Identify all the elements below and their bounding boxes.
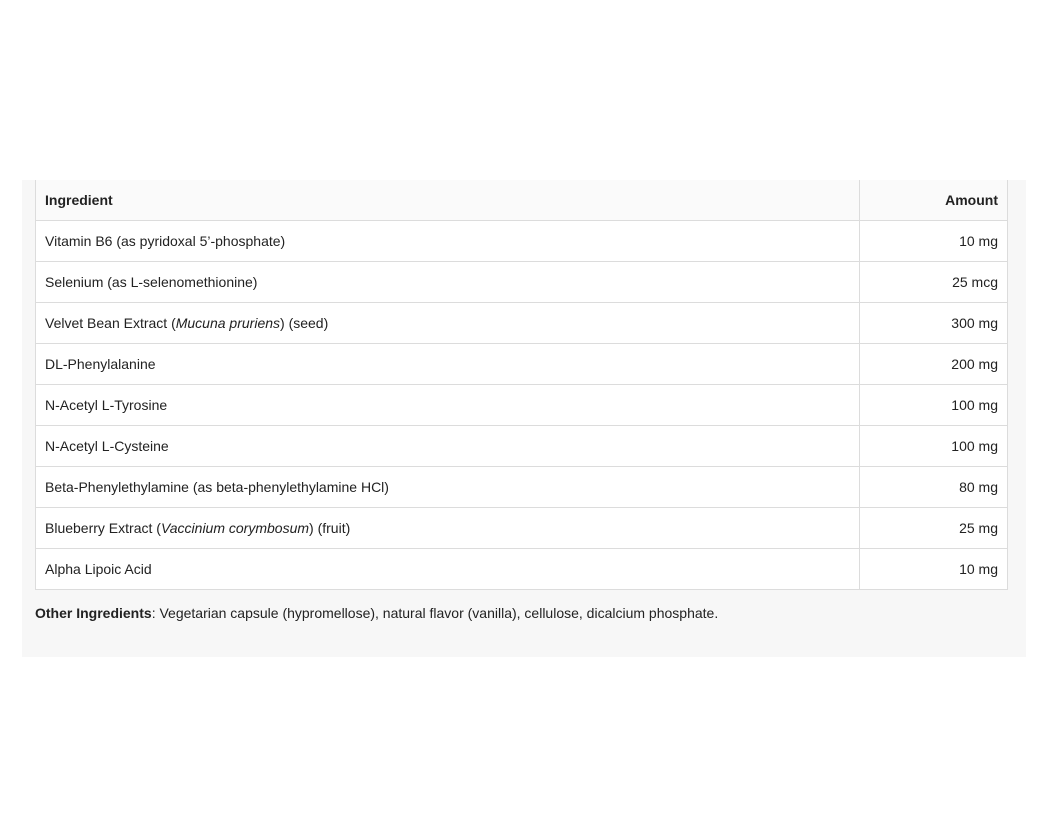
amount-cell: 25 mcg (860, 262, 1008, 303)
other-ingredients-text: : Vegetarian capsule (hypromellose), natural flavor (vanilla), cellulose, dicalcium phosphate. (151, 605, 719, 621)
amount-cell: 100 mg (860, 426, 1008, 467)
ingredient-name: Velvet Bean Extract ( (45, 315, 176, 331)
ingredient-cell (36, 549, 860, 590)
amount-cell: 80 mg (860, 467, 1008, 508)
ingredient-name: Blueberry Extract ( (45, 520, 161, 536)
ingredient-name: Vitamin B6 (as pyridoxal 5’-phosphate) (45, 233, 286, 249)
ingredient-cell (36, 262, 860, 303)
table-row (36, 262, 1008, 303)
table-header-row (36, 180, 1008, 221)
ingredient-name: Beta-Phenylethylamine (as beta-phenylethylamine HCl) (45, 479, 389, 495)
ingredient-cell (36, 344, 860, 385)
table-row (36, 385, 1008, 426)
ingredient-name: DL-Phenylalanine (45, 356, 156, 372)
table-row (36, 303, 1008, 344)
plant-part: ) (seed) (280, 315, 329, 331)
amount-cell: 100 mg (860, 385, 1008, 426)
plant-part: ) (fruit) (309, 520, 351, 536)
table-row (36, 221, 1008, 262)
amount-cell: 10 mg (860, 549, 1008, 590)
ingredient-cell (36, 303, 860, 344)
ingredient-column-header: Ingredient (36, 180, 860, 221)
amount-cell: 25 mg (860, 508, 1008, 549)
other-ingredients-label: Other Ingredients (35, 605, 152, 621)
ingredient-cell (36, 221, 860, 262)
amount-column-header: Amount (860, 180, 1008, 221)
table-row (36, 467, 1008, 508)
ingredient-name: N-Acetyl L-Cysteine (45, 438, 169, 454)
botanical-name: Mucuna pruriens (175, 315, 281, 331)
botanical-name: Vaccinium corymbosum (160, 520, 310, 536)
table-row (36, 426, 1008, 467)
ingredient-cell (36, 426, 860, 467)
ingredient-cell (36, 385, 860, 426)
ingredient-name: Selenium (as L-selenomethionine) (45, 274, 258, 290)
ingredient-name: Alpha Lipoic Acid (45, 561, 152, 577)
ingredient-cell (36, 508, 860, 549)
ingredient-cell (36, 467, 860, 508)
supplement-facts-panel (22, 180, 1026, 657)
amount-cell: 300 mg (860, 303, 1008, 344)
other-ingredients (35, 605, 718, 621)
amount-cell: 200 mg (860, 344, 1008, 385)
table-row (36, 549, 1008, 590)
table-row (36, 508, 1008, 549)
ingredient-name: N-Acetyl L-Tyrosine (45, 397, 168, 413)
ingredients-table (35, 180, 1008, 590)
table-row (36, 344, 1008, 385)
amount-cell: 10 mg (860, 221, 1008, 262)
